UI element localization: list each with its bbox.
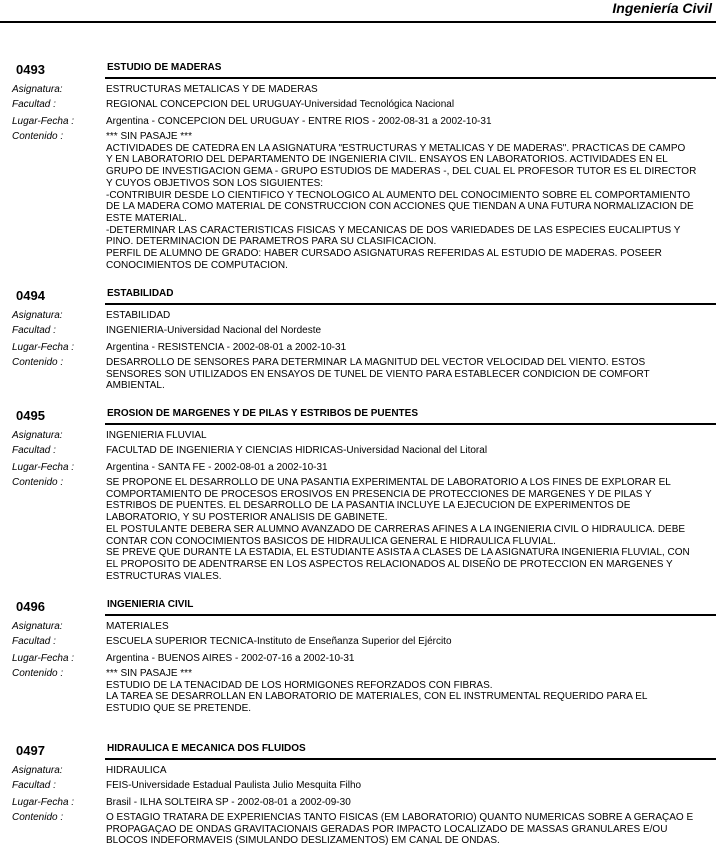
lugar-fecha-value: Argentina - CONCEPCION DEL URUGUAY - ENTRE RIOS - 2002-08-31 a 2002-10-31 bbox=[106, 116, 492, 127]
facultad-label: Facultad : bbox=[12, 325, 56, 336]
contenido-line: ESTUDIO QUE SE PRETENDE. bbox=[106, 703, 252, 715]
facultad-value: REGIONAL CONCEPCION DEL URUGUAY-Universidad Tecnológica Nacional bbox=[106, 99, 455, 110]
asignatura-label: Asignatura: bbox=[12, 310, 63, 321]
entry-title: HIDRAULICA E MECANICA DOS FLUIDOS bbox=[107, 743, 306, 754]
contenido-line: GRUPO DE INVESTIGACION GEMA - GRUPO ESTUDIOS DE MADERAS -, DEL CUAL EL PROFESOR TUTOR ES EL DIRECTOR bbox=[106, 166, 697, 178]
contenido-line: EL POSTULANTE DEBERA SER ALUMNO AVANZADO DE CARRERAS AFINES A LA INGENIERIA CIVIL O HIDRAULICA. DEBE bbox=[106, 523, 686, 535]
contenido-line: O ESTAGIO TRATARA DE EXPERIENCIAS TANTO FISICAS (EM LABORATORIO) QUANTO NUMERICAS SOBRE A GERAÇAO E bbox=[106, 812, 694, 823]
entry-divider bbox=[105, 614, 716, 616]
lugar-fecha-value: Argentina - SANTA FE - 2002-08-01 a 2002-10-31 bbox=[106, 462, 328, 473]
asignatura-label: Asignatura: bbox=[12, 621, 63, 632]
entry-number: 0496 bbox=[16, 599, 45, 614]
contenido-line: Y EN LABORATORIO DEL DEPARTAMENTO DE INGENIERIA CIVIL. ENSAYOS EN LABORATORIOS. ACTIVIDADES EN EL bbox=[106, 154, 668, 166]
asignatura-label: Asignatura: bbox=[12, 84, 63, 95]
lugar-fecha-label: Lugar-Fecha : bbox=[12, 116, 75, 127]
header-divider bbox=[0, 21, 716, 23]
contenido-text bbox=[106, 357, 712, 392]
entry-title: ESTABILIDAD bbox=[107, 288, 174, 299]
entry-divider bbox=[105, 303, 716, 305]
asignatura-value: INGENIERIA FLUVIAL bbox=[106, 430, 207, 441]
contenido-line: SENSORES SON UTILIZADOS EN ENSAYOS DE TUNEL DE VIENTO PARA ESTABLECER CONDICION DE COMFORT bbox=[106, 368, 650, 380]
contenido-line: *** SIN PASAJE *** bbox=[106, 131, 192, 142]
lugar-fecha-value: Argentina - BUENOS AIRES - 2002-07-16 a 2002-10-31 bbox=[106, 653, 355, 664]
facultad-label: Facultad : bbox=[12, 445, 56, 456]
entry-divider bbox=[105, 77, 716, 79]
facultad-label: Facultad : bbox=[12, 99, 56, 110]
asignatura-label: Asignatura: bbox=[12, 765, 63, 776]
entry-number: 0497 bbox=[16, 743, 45, 758]
facultad-value: FEIS-Universidade Estadual Paulista Julio Mesquita Filho bbox=[106, 780, 362, 791]
entry-title: INGENIERIA CIVIL bbox=[107, 599, 194, 610]
contenido-line: ESTE MATERIAL. bbox=[106, 212, 187, 224]
contenido-line: COMPORTAMIENTO DE PROCESOS EROSIVOS EN PRESENCIA DE PROTECCIONES DE MARGENES Y DE PILAS Y bbox=[106, 488, 652, 500]
asignatura-value: HIDRAULICA bbox=[106, 765, 167, 776]
contenido-label: Contenido : bbox=[12, 668, 64, 679]
contenido-line: -DETERMINAR LAS CARACTERISTICAS FISICAS Y MECANICAS DE DOS VARIEDADES DE LAS ESPECIES EUCALIPTUS Y bbox=[106, 224, 681, 236]
contenido-line: CONTAR CON CONOCIMIENTOS BASICOS DE HIDRAULICA GENERAL E HIDRAULICA FLUVIAL. bbox=[106, 535, 556, 547]
facultad-value: ESCUELA SUPERIOR TECNICA-Instituto de Enseñanza Superior del Ejército bbox=[106, 636, 452, 647]
lugar-fecha-label: Lugar-Fecha : bbox=[12, 653, 75, 664]
contenido-line: PROPAGAÇAO DE ONDAS GRAVITACIONAIS GERADAS POR IMPACTO LOCALIZADO DE MASSAS GRANULARES E/OU bbox=[106, 823, 668, 835]
contenido-line: ESTUDIO DE LA TENACIDAD DE LOS HORMIGONES REFORZADOS CON FIBRAS. bbox=[106, 679, 493, 691]
facultad-label: Facultad : bbox=[12, 780, 56, 791]
contenido-label: Contenido : bbox=[12, 477, 64, 488]
contenido-line: Y CUYOS OBJETIVOS SON LOS SIGUIENTES: bbox=[106, 177, 324, 189]
contenido-line: DE LA MADERA COMO MATERIAL DE CONSTRUCCION CON ACCIONES QUE TIENDAN A UNA FUTURA NORMALIZACION DE bbox=[106, 201, 694, 213]
contenido-line: LABORATORIO, Y SU POSTERIOR ANALISIS DE GABINETE. bbox=[106, 512, 388, 524]
lugar-fecha-label: Lugar-Fecha : bbox=[12, 797, 75, 808]
lugar-fecha-label: Lugar-Fecha : bbox=[12, 342, 75, 353]
facultad-value: FACULTAD DE INGENIERIA Y CIENCIAS HIDRICAS-Universidad Nacional del Litoral bbox=[106, 445, 488, 456]
contenido-line: DESARROLLO DE SENSORES PARA DETERMINAR LA MAGNITUD DEL VECTOR VELOCIDAD DEL VIENTO. ESTOS bbox=[106, 357, 646, 368]
contenido-label: Contenido : bbox=[12, 131, 64, 142]
contenido-line: ESTRUCTURAS VIALES. bbox=[106, 570, 222, 582]
contenido-line: SE PREVE QUE DURANTE LA ESTADIA, EL ESTUDIANTE ASISTA A CLASES DE LA ASIGNATURA INGENIERIA FLUVIAL, CON bbox=[106, 547, 690, 559]
contenido-text bbox=[106, 812, 712, 847]
lugar-fecha-value: Argentina - RESISTENCIA - 2002-08-01 a 2002-10-31 bbox=[106, 342, 347, 353]
contenido-line: CONOCIMIENTOS DE COMPUTACION. bbox=[106, 259, 288, 271]
lugar-fecha-label: Lugar-Fecha : bbox=[12, 462, 75, 473]
contenido-text bbox=[106, 477, 712, 582]
contenido-line: -CONTRIBUIR DESDE LO CIENTIFICO Y TECNOLOGICO AL AUMENTO DEL CONOCIMIENTO SOBRE EL COMPORTAMIENTO bbox=[106, 189, 691, 201]
entry-divider bbox=[105, 423, 716, 425]
contenido-line: LA TAREA SE DESARROLLAN EN LABORATORIO DE MATERIALES, CON EL INSTRUMENTAL REQUERIDO PARA EL bbox=[106, 691, 648, 703]
contenido-label: Contenido : bbox=[12, 812, 64, 823]
asignatura-value: ESTRUCTURAS METALICAS Y DE MADERAS bbox=[106, 84, 318, 95]
entry-number: 0493 bbox=[16, 62, 45, 77]
contenido-line: ACTIVIDADES DE CATEDRA EN LA ASIGNATURA "ESTRUCTURAS Y METALICAS Y DE MADERAS". PRACTICAS DE CAMPO bbox=[106, 142, 686, 154]
contenido-label: Contenido : bbox=[12, 357, 64, 368]
contenido-line: BLOCOS INDEFORMAVEIS (SIMULANDO DESLIZAMENTOS) EM CANAL DE ONDAS. bbox=[106, 835, 500, 847]
entry-number: 0495 bbox=[16, 408, 45, 423]
entry-number: 0494 bbox=[16, 288, 45, 303]
contenido-line: *** SIN PASAJE *** bbox=[106, 668, 192, 679]
asignatura-value: ESTABILIDAD bbox=[106, 310, 171, 321]
lugar-fecha-value: Brasil - ILHA SOLTEIRA SP - 2002-08-01 a 2002-09-30 bbox=[106, 797, 351, 808]
contenido-line: PINO. DETERMINACION DE PARAMETROS PARA SU CLASIFICACION. bbox=[106, 236, 437, 248]
page-header-title: Ingeniería Civil bbox=[612, 0, 712, 16]
entry-divider bbox=[105, 758, 716, 760]
contenido-line: PERFIL DE ALUMNO DE GRADO: HABER CURSADO ASIGNATURAS REFERIDAS AL ESTUDIO DE MADERAS. POSEER bbox=[106, 248, 662, 260]
contenido-line: AMBIENTAL. bbox=[106, 380, 165, 392]
contenido-text bbox=[106, 668, 712, 715]
asignatura-label: Asignatura: bbox=[12, 430, 63, 441]
contenido-line: EL PROPOSITO DE ADENTRARSE EN LOS ASPECTOS RELACIONADOS AL DISEÑO DE PROTECCION EN MARGENES Y bbox=[106, 558, 673, 570]
contenido-line: ESTRIBOS DE PUENTES. EL DESARROLLO DE LA PASANTIA INCLUYE LA EJECUCION DE EXPERIMENTOS DE bbox=[106, 500, 631, 512]
contenido-line: SE PROPONE EL DESARROLLO DE UNA PASANTIA EXPERIMENTAL DE LABORATORIO A LOS FINES DE EXPLORAR EL bbox=[106, 477, 671, 488]
facultad-value: INGENIERIA-Universidad Nacional del Nordeste bbox=[106, 325, 322, 336]
entry-title: ESTUDIO DE MADERAS bbox=[107, 62, 222, 73]
contenido-text bbox=[106, 131, 712, 271]
facultad-label: Facultad : bbox=[12, 636, 56, 647]
entry-title: EROSION DE MARGENES Y DE PILAS Y ESTRIBOS DE PUENTES bbox=[107, 408, 418, 419]
asignatura-value: MATERIALES bbox=[106, 621, 169, 632]
